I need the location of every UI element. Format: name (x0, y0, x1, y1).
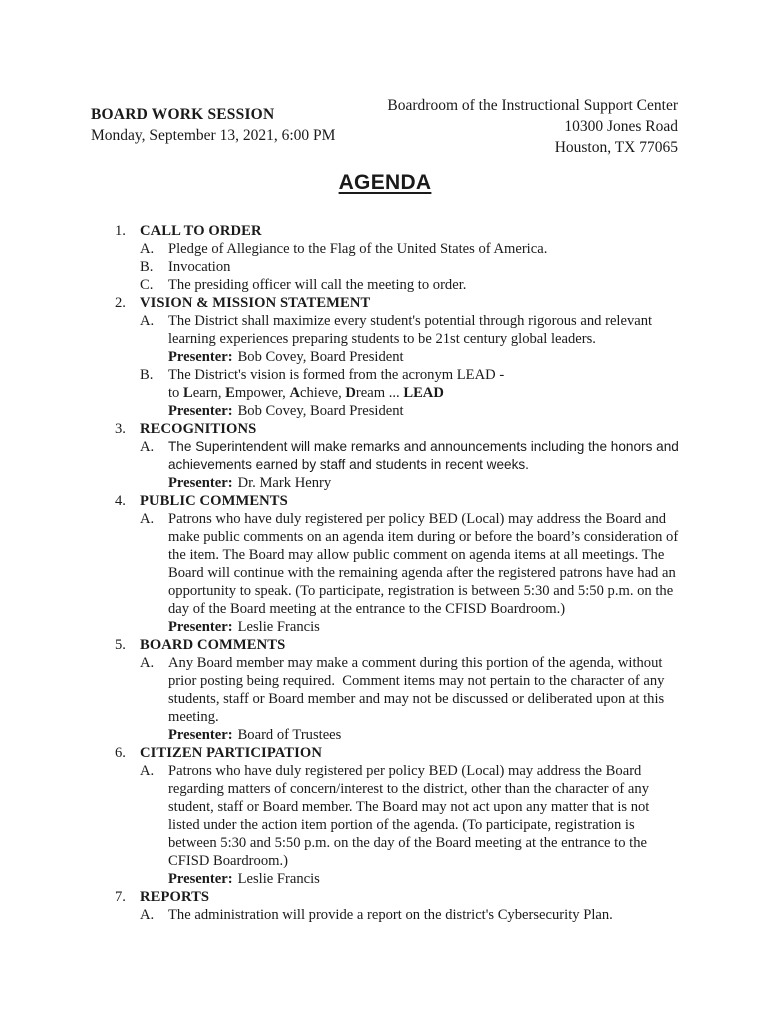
presenter-name: Bob Covey, Board President (237, 349, 404, 365)
header-meeting-block (91, 104, 335, 146)
section-heading (115, 222, 681, 240)
agenda-item (115, 762, 681, 888)
section-reports (115, 888, 681, 924)
presenter-line (168, 870, 681, 888)
section-number: 3. (115, 421, 126, 437)
item-letter: C. (140, 277, 154, 293)
agenda-title: AGENDA (338, 171, 432, 194)
section-title: PUBLIC COMMENTS (140, 493, 288, 509)
presenter-name: Leslie Francis (237, 871, 320, 887)
presenter-label: Presenter: (168, 871, 233, 887)
agenda-item (115, 510, 681, 636)
meeting-datetime: Monday, September 13, 2021, 6:00 PM (91, 127, 336, 144)
section-number: 5. (115, 637, 126, 653)
item-letter: A. (140, 313, 155, 329)
section-heading (115, 888, 681, 906)
section-title: CALL TO ORDER (140, 223, 262, 239)
presenter-name: Leslie Francis (237, 619, 320, 635)
lead-acronym-line: to Learn, Empower, Achieve, Dream ... LEAD (168, 385, 444, 401)
item-text (168, 276, 681, 294)
section-heading (115, 294, 681, 312)
presenter-label: Presenter: (168, 349, 233, 365)
doc-header (0, 0, 770, 158)
item-letter: A. (140, 655, 155, 671)
section-heading (115, 420, 681, 438)
item-paragraph: The District shall maximize every student's potential through rigorous and relevant learning experiences preparing students to be 21st century global leaders. (168, 313, 656, 347)
header-location-block (387, 95, 678, 158)
item-paragraph: The District's vision is formed from the acronym LEAD - (168, 367, 505, 383)
section-title: RECOGNITIONS (140, 421, 257, 437)
presenter-name: Board of Trustees (237, 727, 342, 743)
agenda-item (115, 654, 681, 744)
section-title: REPORTS (140, 889, 210, 905)
item-letter: A. (140, 763, 155, 779)
item-text (168, 762, 681, 888)
presenter-line (168, 402, 681, 420)
section-call-to-order (115, 222, 681, 294)
agenda-list (115, 222, 681, 924)
section-public-comments (115, 492, 681, 636)
section-board-comments (115, 636, 681, 744)
section-number: 2. (115, 295, 126, 311)
section-heading (115, 744, 681, 762)
location-line-2: 10300 Jones Road (564, 118, 678, 135)
section-vision-mission (115, 294, 681, 420)
agenda-item (115, 258, 681, 276)
item-letter: B. (140, 259, 154, 275)
location-line-1: Boardroom of the Instructional Support Center (387, 97, 678, 114)
presenter-name: Bob Covey, Board President (237, 403, 404, 419)
item-text (168, 312, 681, 366)
presenter-label: Presenter: (168, 727, 233, 743)
item-letter: A. (140, 907, 155, 923)
item-paragraph: Invocation (168, 259, 231, 275)
section-number: 1. (115, 223, 126, 239)
location-line-3: Houston, TX 77065 (554, 139, 678, 156)
item-letter: A. (140, 439, 155, 455)
presenter-line (168, 618, 681, 636)
section-title: BOARD COMMENTS (140, 637, 286, 653)
section-heading (115, 492, 681, 510)
item-text (168, 240, 681, 258)
item-letter: A. (140, 241, 155, 257)
presenter-label: Presenter: (168, 475, 233, 491)
section-number: 4. (115, 493, 126, 509)
presenter-label: Presenter: (168, 403, 233, 419)
presenter-line (168, 474, 681, 492)
meeting-title: BOARD WORK SESSION (91, 106, 275, 123)
agenda-item (115, 276, 681, 294)
presenter-name: Dr. Mark Henry (237, 475, 332, 491)
section-title: CITIZEN PARTICIPATION (140, 745, 323, 761)
item-paragraph: Patrons who have duly registered per policy BED (Local) may address the Board regarding matters of concern/interest to the district, other than the character of any student, staff or Board member. The Board may not act upon any matter that is not listed under the action item portion of the agenda. (To participate, registration is between 5:30 and 5:50 p.m. on the day of the Board meeting at the entrance to the CFISD Boardroom.) (168, 763, 654, 869)
item-letter: A. (140, 511, 155, 527)
item-text (168, 438, 681, 492)
agenda-item (115, 312, 681, 366)
section-heading (115, 636, 681, 654)
section-citizen-participation (115, 744, 681, 888)
item-text (168, 510, 681, 636)
item-paragraph: The administration will provide a report on the district's Cybersecurity Plan. (168, 907, 613, 923)
item-paragraph: Pledge of Allegiance to the Flag of the United States of America. (168, 241, 548, 257)
item-paragraph: Any Board member may make a comment during this portion of the agenda, without prior posting being required. Comment items may not pertain to the character of any students, staff or Board member and may not be discussed or deliberated upon at this meeting. (168, 655, 669, 725)
item-text (168, 906, 681, 924)
agenda-item (115, 906, 681, 924)
presenter-line (168, 726, 681, 744)
agenda-item (115, 366, 681, 420)
presenter-label: Presenter: (168, 619, 233, 635)
section-recognitions (115, 420, 681, 492)
section-number: 7. (115, 889, 126, 905)
item-text (168, 654, 681, 744)
agenda-item (115, 240, 681, 258)
item-text (168, 366, 681, 420)
item-paragraph: The presiding officer will call the meeting to order. (168, 277, 467, 293)
item-letter: B. (140, 367, 154, 383)
item-paragraph: The Superintendent will make remarks and announcements including the honors and achievements earned by staff and students in recent weeks. (168, 439, 683, 472)
section-number: 6. (115, 745, 126, 761)
item-text (168, 258, 681, 276)
agenda-item (115, 438, 681, 492)
item-paragraph: Patrons who have duly registered per policy BED (Local) may address the Board and make public comments on an agenda item during or before the board’s consideration of the item. The Board may allow public comment on agenda items at all meetings. The Board will continue with the remaining agenda after the registered patrons have had an opportunity to speak. (To participate, registration is between 5:30 and 5:50 p.m. on the day of the Board meeting at the entrance to the CFISD Boardroom.) (168, 511, 682, 617)
section-title: VISION & MISSION STATEMENT (140, 295, 371, 311)
presenter-line (168, 348, 681, 366)
